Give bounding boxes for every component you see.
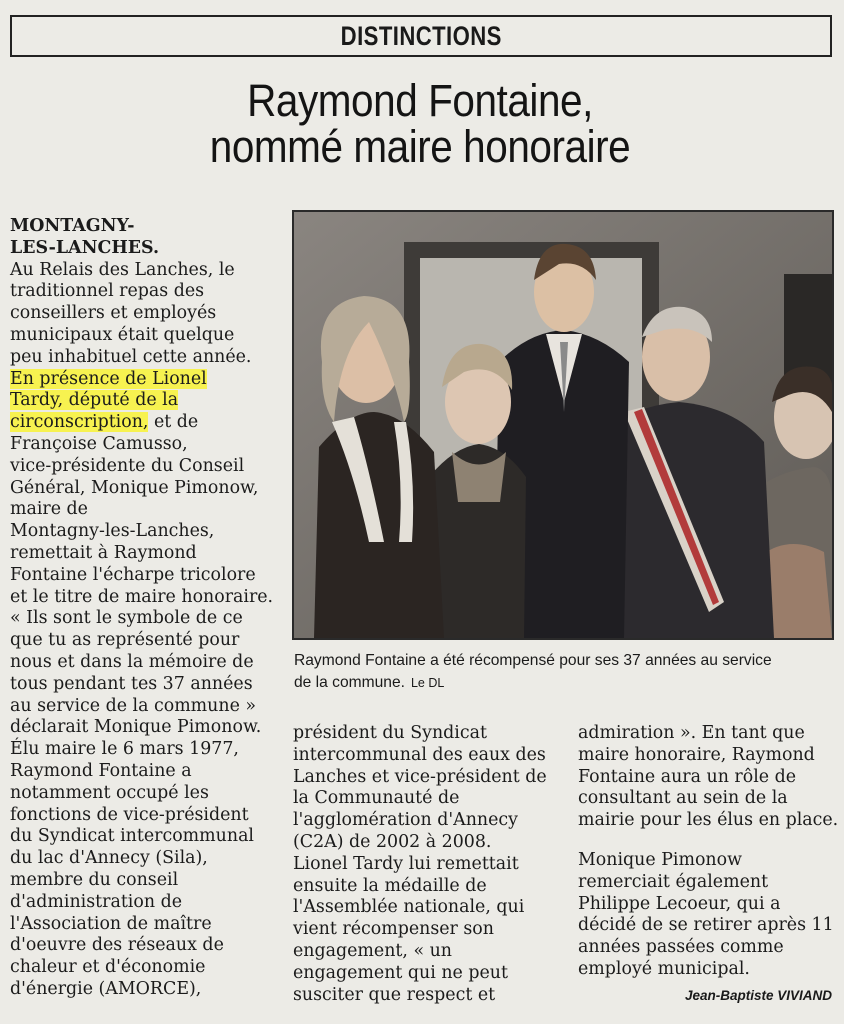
body-line: décidé de se retirer après 11 (578, 915, 834, 936)
body-line: Élu maire le 6 mars 1977, (10, 739, 239, 760)
article-photo (292, 210, 834, 640)
body-line: du lac d'Annecy (Sila), (10, 848, 208, 869)
highlighted-line (10, 390, 282, 412)
article-column-1 (10, 216, 282, 1001)
body-line: vient récompenser son (293, 919, 494, 940)
highlight-mark: circonscription, (10, 412, 149, 433)
body-line: Philippe Lecoeur, qui a (578, 893, 781, 914)
body-line: ensuite la médaille de (293, 875, 487, 896)
body-line: « Ils sont le symbole de ce (10, 608, 243, 629)
body-line: l'Association de maître (10, 913, 212, 934)
body-line: d'administration de (10, 891, 182, 912)
body-line: et le titre de maire honoraire. (10, 586, 274, 607)
body-line: déclarait Monique Pimonow. (10, 717, 262, 738)
body-line: remerciait également (578, 871, 769, 892)
body-line: Raymond Fontaine a (10, 760, 192, 781)
body-line: municipaux était quelque (10, 324, 235, 345)
body-line: président du Syndicat (293, 723, 487, 743)
body-line: intercommunal des eaux des (293, 744, 546, 765)
photo-credit: Le DL (410, 676, 445, 690)
group-portrait-illustration (294, 212, 832, 638)
body-line: remettait à Raymond (10, 542, 197, 563)
body-line: la Communauté de (293, 788, 460, 809)
body-line: que tu as représenté pour (10, 630, 240, 651)
body-line: Au Relais des Lanches, le (10, 259, 235, 280)
highlighted-line (10, 412, 282, 434)
body-line: tous pendant tes 37 années (10, 673, 253, 694)
body-line: fonctions de vice-président (10, 804, 249, 825)
body-line: Montagny-les-Lanches, (10, 521, 215, 542)
dateline-line-1: MONTAGNY- (10, 216, 135, 236)
photo-caption (294, 650, 834, 694)
highlighted-line (10, 369, 282, 391)
body-line: engagement, « un (293, 940, 453, 961)
body-line: (C2A) de 2002 à 2008. (293, 831, 492, 852)
caption-line-2 (294, 672, 834, 694)
body-line: chaleur et d'économie (10, 957, 206, 978)
body-line: engagement qui ne peut (293, 962, 508, 983)
rubric-label: DISTINCTIONS (340, 20, 502, 51)
body-line: consultant au sein de la (578, 788, 788, 809)
article-column-3 (578, 723, 839, 981)
body-line: nous et dans la mémoire de (10, 651, 254, 672)
section-rubric (10, 15, 832, 57)
body-line: d'énergie (AMORCE), (10, 978, 202, 999)
body-line: notamment occupé les (10, 782, 209, 803)
caption-text: de la commune. (294, 674, 405, 691)
body-line: peu inhabituel cette année. (10, 346, 252, 367)
body-line: maire de (10, 499, 88, 520)
article-column-2 (293, 723, 568, 1006)
body-line: Fontaine l'écharpe tricolore (10, 564, 256, 585)
headline-line-2: nommé maire honoraire (209, 121, 631, 172)
body-line: d'oeuvre des réseaux de (10, 935, 224, 956)
body-line: conseillers et employés (10, 303, 217, 324)
body-line: Lanches et vice-président de (293, 766, 547, 787)
body-line: Général, Monique Pimonow, (10, 477, 259, 498)
body-line: Monique Pimonow (578, 849, 742, 870)
body-line: du Syndicat intercommunal (10, 826, 254, 847)
body-line: admiration ». En tant que (578, 723, 805, 743)
highlight-mark: Tardy, député de la (10, 390, 179, 411)
dateline-line-2: LES-LANCHES. (10, 237, 160, 258)
body-line: Lionel Tardy lui remettait (293, 853, 519, 874)
body-line: l'agglomération d'Annecy (293, 810, 518, 831)
body-line: mairie pour les élus en place. (578, 810, 839, 831)
body-line: employé municipal. (578, 958, 750, 979)
body-line: vice-présidente du Conseil (10, 455, 245, 476)
article-headline (150, 75, 690, 172)
body-line: années passées comme (578, 937, 784, 958)
body-line: susciter que respect et (293, 984, 496, 1005)
caption-line-1: Raymond Fontaine a été récompensé pour ses 37 années au service (294, 652, 772, 669)
body-line: Françoise Camusso, (10, 433, 188, 454)
paragraph-gap (578, 832, 836, 850)
body-line: l'Assemblée nationale, qui (293, 897, 525, 918)
body-line: au service de la commune » (10, 695, 257, 716)
body-text: et de (148, 412, 199, 433)
author-byline: Jean-Baptiste VIVIAND (684, 988, 832, 1003)
body-line: traditionnel repas des (10, 281, 205, 302)
body-line: Fontaine aura un rôle de (578, 766, 797, 787)
body-line: maire honoraire, Raymond (578, 744, 815, 765)
headline-line-1: Raymond Fontaine, (247, 75, 593, 126)
body-line: membre du conseil (10, 869, 179, 890)
highlight-mark: En présence de Lionel (10, 368, 207, 389)
